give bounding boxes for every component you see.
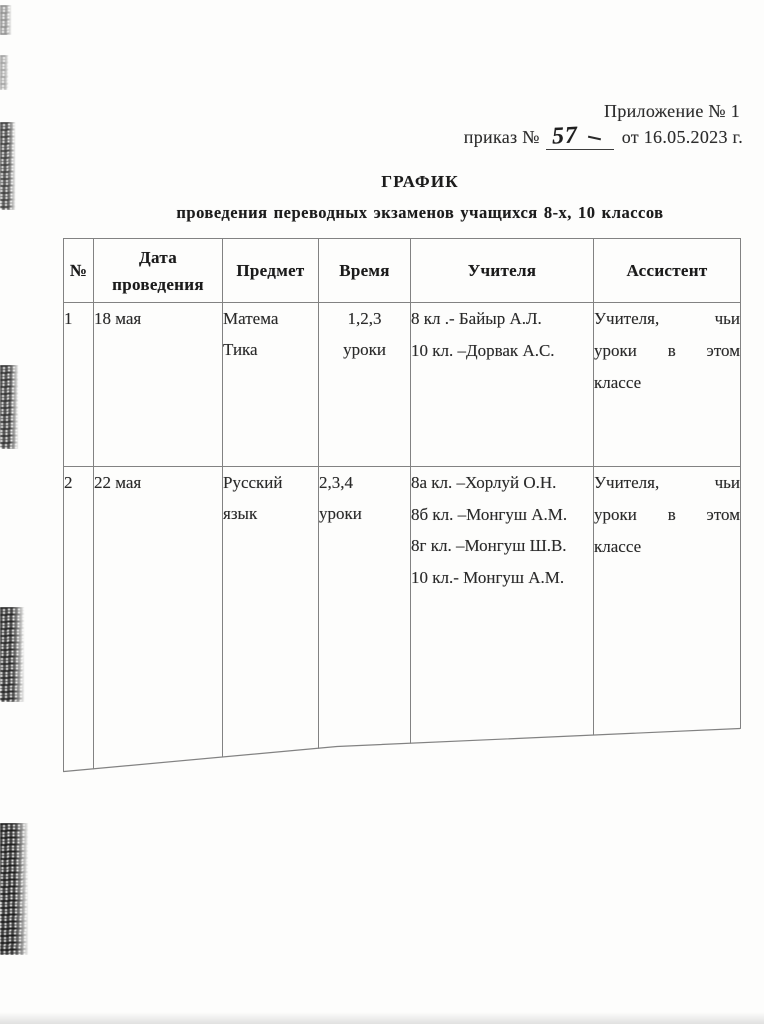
- header-subject: Предмет: [223, 239, 319, 303]
- time-line: 2,3,4: [319, 473, 353, 492]
- appendix-line: Приложение № 1: [604, 101, 740, 121]
- cell-num: [64, 303, 94, 467]
- order-suffix: от 16.05.2023 г.: [621, 127, 743, 147]
- table-row: [64, 467, 741, 773]
- assistant-line: классе: [594, 537, 642, 556]
- cell-teachers: [411, 467, 594, 773]
- row-number: 1: [64, 309, 73, 328]
- scan-bottom-shadow: [0, 1012, 764, 1024]
- order-number-underline: [546, 122, 614, 150]
- header-assistant: Ассистент: [594, 239, 741, 303]
- cell-time: [319, 303, 411, 467]
- cell-teachers: [411, 303, 594, 467]
- order-number-handwritten: 57: [551, 122, 579, 150]
- schedule-table: [63, 238, 740, 773]
- cell-assistant: [594, 467, 741, 773]
- order-line: [463, 122, 743, 150]
- header-teachers: Учителя: [411, 239, 594, 303]
- subject-line: язык: [223, 504, 258, 523]
- subject-line: Русский: [223, 473, 283, 492]
- cell-subject: [223, 467, 319, 773]
- table-row: [64, 303, 741, 467]
- assistant-line: Учителя, чьи: [594, 309, 740, 328]
- scan-noise-blob: [0, 5, 12, 35]
- document-title: ГРАФИК: [381, 172, 459, 191]
- assistant-line: уроки в этом: [594, 505, 740, 524]
- teacher-line: 10 кл.- Монгуш А.М.: [411, 567, 565, 587]
- subject-line: Тика: [223, 340, 258, 359]
- scan-noise-blob: [0, 607, 25, 702]
- header-date-line1: Дата: [138, 247, 177, 267]
- cell-subject: [223, 303, 319, 467]
- teacher-line: 8г кл. –Монгуш Ш.В.: [411, 536, 567, 555]
- order-prefix: приказ №: [463, 127, 540, 147]
- assistant-line: классе: [594, 373, 642, 392]
- cell-time: [319, 467, 411, 773]
- document-subtitle: проведения переводных экзаменов учащихся 8-х, 10 классов: [176, 203, 664, 222]
- time-line: 1,2,3: [347, 309, 382, 328]
- cell-num: [64, 467, 94, 773]
- scan-noise-blob: [0, 55, 9, 90]
- time-line: уроки: [319, 504, 362, 523]
- handwriting-stroke: [588, 136, 601, 140]
- subject-line: Матема: [223, 309, 279, 328]
- cell-date: [94, 467, 223, 773]
- teacher-line: 8 кл .- Байыр А.Л.: [411, 309, 542, 328]
- assistant-line: уроки в этом: [594, 341, 740, 360]
- header-date-line2: проведения: [112, 274, 204, 294]
- table-header-row: [64, 239, 741, 303]
- header-date: [94, 239, 223, 303]
- cell-date: [94, 303, 223, 467]
- scan-noise-blob: [0, 122, 16, 210]
- cell-assistant: [594, 303, 741, 467]
- teacher-line: 8а кл. –Хорлуй О.Н.: [411, 473, 557, 492]
- exam-date: 18 мая: [94, 309, 142, 328]
- teacher-line: 10 кл. –Дорвак А.С.: [411, 340, 555, 360]
- header-num: №: [64, 239, 94, 303]
- assistant-line: Учителя, чьи: [594, 473, 740, 492]
- teacher-line: 8б кл. –Монгуш А.М.: [411, 504, 568, 524]
- scan-noise-blob: [0, 823, 29, 955]
- header-time: Время: [319, 239, 411, 303]
- exam-date: 22 мая: [94, 473, 142, 492]
- scan-noise-blob: [0, 365, 19, 449]
- row-number: 2: [64, 473, 73, 492]
- time-line: уроки: [343, 340, 386, 359]
